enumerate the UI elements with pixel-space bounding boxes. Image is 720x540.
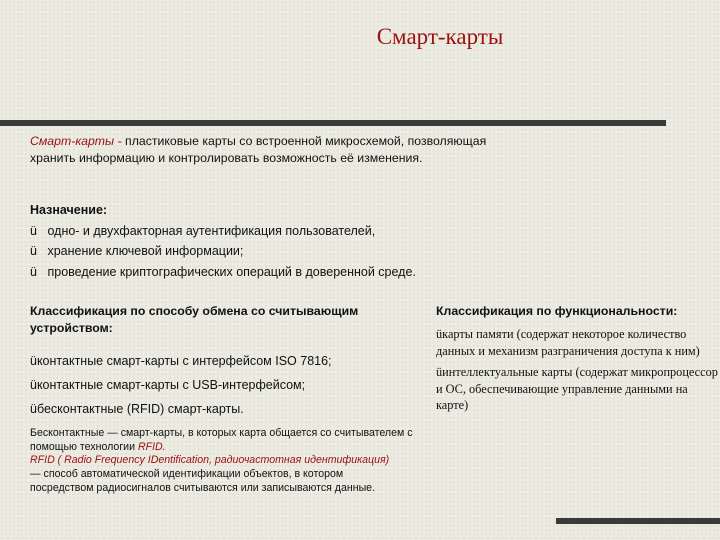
purpose-section — [30, 200, 490, 282]
function-classification — [436, 303, 720, 419]
check-icon: ü — [30, 244, 37, 258]
exchange-item: üбесконтактные (RFID) смарт-карты. — [30, 402, 244, 416]
purpose-item: ü одно- и двухфакторная аутентификация пользователей, — [30, 221, 490, 242]
rfid-title: RFID ( Radio Frequency IDentification, радиочастотная идентификация) — [30, 454, 390, 466]
contactless-note: Бесконтактные — смарт-карты, в которых карта общается со считывателем с помощью технологии RFID. — [30, 427, 413, 453]
check-icon: ü — [30, 354, 37, 368]
bottom-divider-bar — [556, 518, 720, 524]
rfid-text: — способ автоматической идентификации объектов, в котором посредством радиосигналов считываются или записываются данные. — [30, 468, 376, 494]
definition-term: Смарт-карты - — [30, 134, 126, 148]
check-icon: ü — [30, 378, 37, 392]
check-icon: ü — [436, 327, 443, 341]
exchange-item: üконтактные смарт-карты с USB-интерфейсом; — [30, 378, 306, 392]
definition-paragraph — [30, 133, 500, 166]
slide-title: Смарт-карты — [376, 24, 504, 49]
rfid-term: RFID. — [137, 441, 166, 453]
purpose-title: Назначение: — [30, 203, 108, 217]
exchange-item: üконтактные смарт-карты с интерфейсом ISO 7816; — [30, 354, 332, 368]
check-icon: ü — [436, 365, 443, 379]
definition-text: пластиковые карты со встроенной микросхемой, позволяющая хранить информацию и контролировать возможность её изменения. — [30, 134, 487, 165]
function-heading: Классификация по функциональности: — [436, 304, 678, 318]
function-item: üинтеллектуальные карты (содержат микропроцессор и ОС, обеспечивающие управление данными на карте) — [436, 365, 718, 412]
exchange-heading: Классификация по способу обмена со считывающим устройством: — [30, 304, 359, 335]
purpose-item: ü проведение криптографических операций в доверенной среде. — [30, 262, 490, 283]
function-item: üкарты памяти (содержат некоторое количество данных и механизм разграничения доступа к ним) — [436, 327, 700, 358]
purpose-item: ü хранение ключевой информации; — [30, 241, 490, 262]
check-icon: ü — [30, 402, 37, 416]
check-icon: ü — [30, 223, 37, 238]
top-divider-bar — [0, 120, 666, 126]
exchange-classification — [30, 303, 420, 454]
check-icon: ü — [30, 264, 37, 279]
rfid-definition — [30, 453, 400, 495]
